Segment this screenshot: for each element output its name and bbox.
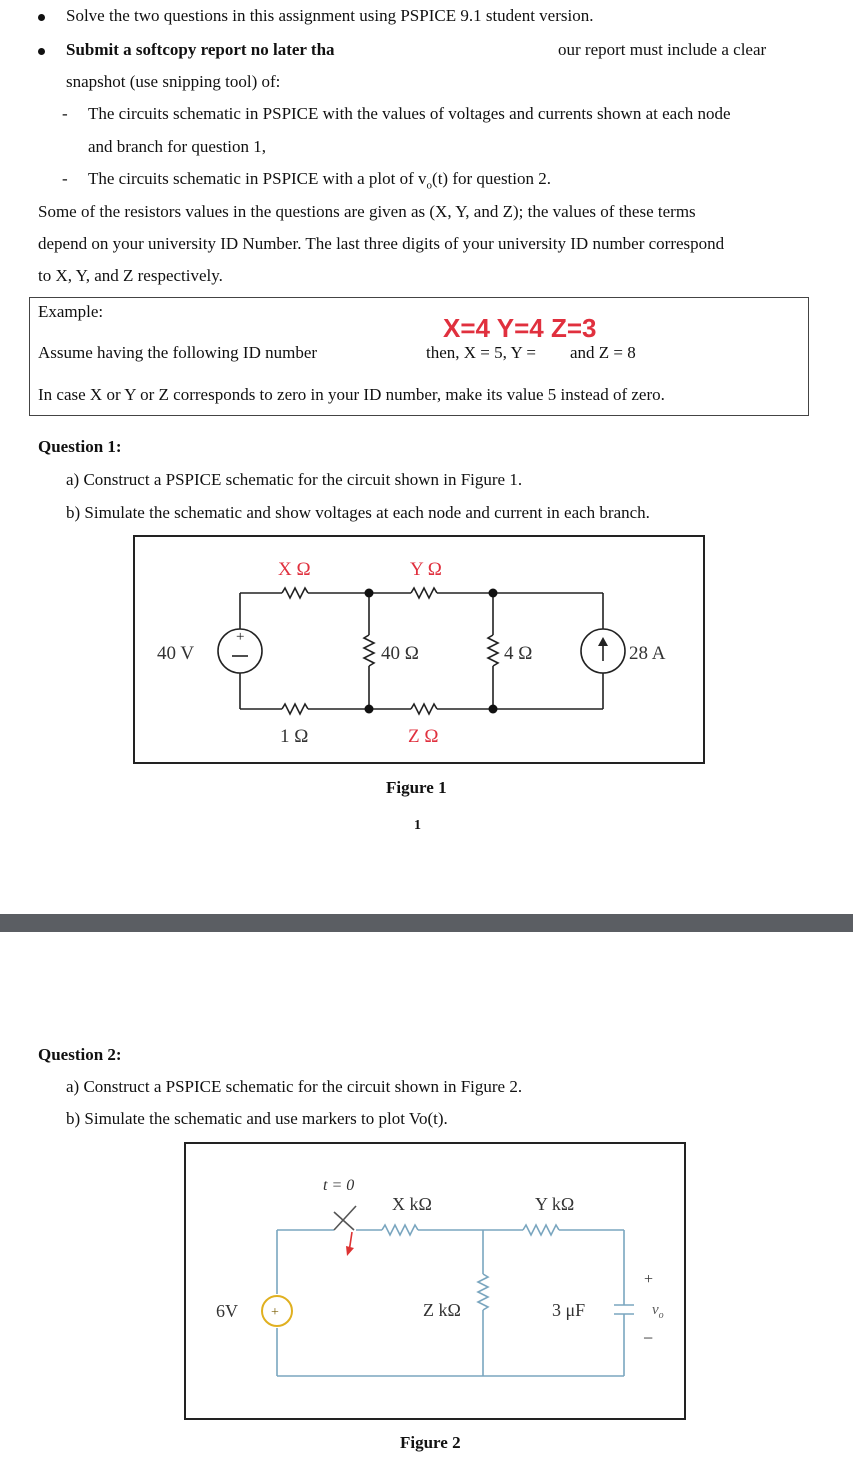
question-1-b: b) Simulate the schematic and show voltages at each node and current in each branch. <box>66 503 650 522</box>
voltage-source-label: 40 V <box>157 643 195 664</box>
question-1-title: Question 1: <box>38 437 122 456</box>
vo-plus: + <box>644 1271 654 1288</box>
vo-label: $v_o$ <box>652 1302 664 1321</box>
example-line-c: and Z = 8 <box>570 343 636 362</box>
current-source-label: 28 A <box>629 643 666 664</box>
sub-item-1-line1: The circuits schematic in PSPICE with the values of voltages and currents shown at each node <box>88 104 731 123</box>
resistor-zk-label: Z kΩ <box>423 1300 461 1320</box>
instruction-2-bold: Submit a softcopy report no later tha <box>66 40 335 59</box>
resistor-1-label: 1 Ω <box>280 726 309 747</box>
figure-2 <box>184 1142 686 1420</box>
sub-item-2-post: (t) for question 2. <box>432 169 552 188</box>
example-line-3: In case X or Y or Z corresponds to zero in your ID number, make its value 5 instead of zero. <box>38 385 665 404</box>
resistor-yk-label: Y kΩ <box>535 1194 575 1214</box>
instruction-2-rest: our report must include a clear <box>558 40 767 59</box>
paragraph-line-1: Some of the resistors values in the questions are given as (X, Y, and Z); the values of these terms <box>38 202 696 221</box>
bullet-dot <box>38 14 45 21</box>
figure-2-circuit <box>186 1144 684 1418</box>
source-plus-2: + <box>271 1305 279 1320</box>
example-line-b: then, X = 5, Y = <box>426 343 536 362</box>
instruction-1: Solve the two questions in this assignment using PSPICE 9.1 student version. <box>66 6 594 25</box>
vo-minus: − <box>643 1328 654 1348</box>
figure-1-circuit <box>135 537 703 762</box>
dash: - <box>62 104 68 123</box>
resistor-4-label: 4 Ω <box>504 643 533 664</box>
example-overlay-values: X=4 Y=4 Z=3 <box>443 313 597 343</box>
question-2-title: Question 2: <box>38 1045 122 1064</box>
instruction-2-cont: snapshot (use snipping tool) of: <box>66 72 281 91</box>
sub-item-2-sub: o <box>426 179 433 192</box>
page-divider <box>0 914 853 932</box>
resistor-z-label: Z Ω <box>408 726 439 747</box>
page-number: 1 <box>414 818 421 833</box>
source-plus: + <box>236 629 245 645</box>
capacitor-label: 3 μF <box>552 1300 586 1320</box>
resistor-x-label: X Ω <box>278 559 311 580</box>
figure-1 <box>133 535 705 764</box>
paragraph-line-3: to X, Y, and Z respectively. <box>38 266 223 285</box>
resistor-xk-label: X kΩ <box>392 1194 432 1214</box>
question-2-b: b) Simulate the schematic and use markers to plot Vo(t). <box>66 1109 448 1128</box>
question-1-a: a) Construct a PSPICE schematic for the circuit shown in Figure 1. <box>66 470 523 489</box>
switch-label: t = 0 <box>323 1177 355 1194</box>
dash: - <box>62 169 68 188</box>
sub-item-2 <box>88 169 551 191</box>
resistor-40-label: 40 Ω <box>381 643 419 664</box>
bullet-dot <box>38 48 45 55</box>
question-2-a: a) Construct a PSPICE schematic for the circuit shown in Figure 2. <box>66 1077 523 1096</box>
example-title: Example: <box>38 302 104 321</box>
voltage-source-6v-label: 6V <box>216 1301 238 1321</box>
paragraph-line-2: depend on your university ID Number. The last three digits of your university ID number correspond <box>38 234 725 253</box>
sub-item-1-line2: and branch for question 1, <box>88 137 266 156</box>
sub-item-2-pre: The circuits schematic in PSPICE with a plot of v <box>88 169 427 188</box>
example-line-a: Assume having the following ID number <box>38 343 318 362</box>
figure-1-caption: Figure 1 <box>386 778 447 797</box>
figure-2-caption: Figure 2 <box>400 1433 461 1452</box>
resistor-y-label: Y Ω <box>410 559 442 580</box>
